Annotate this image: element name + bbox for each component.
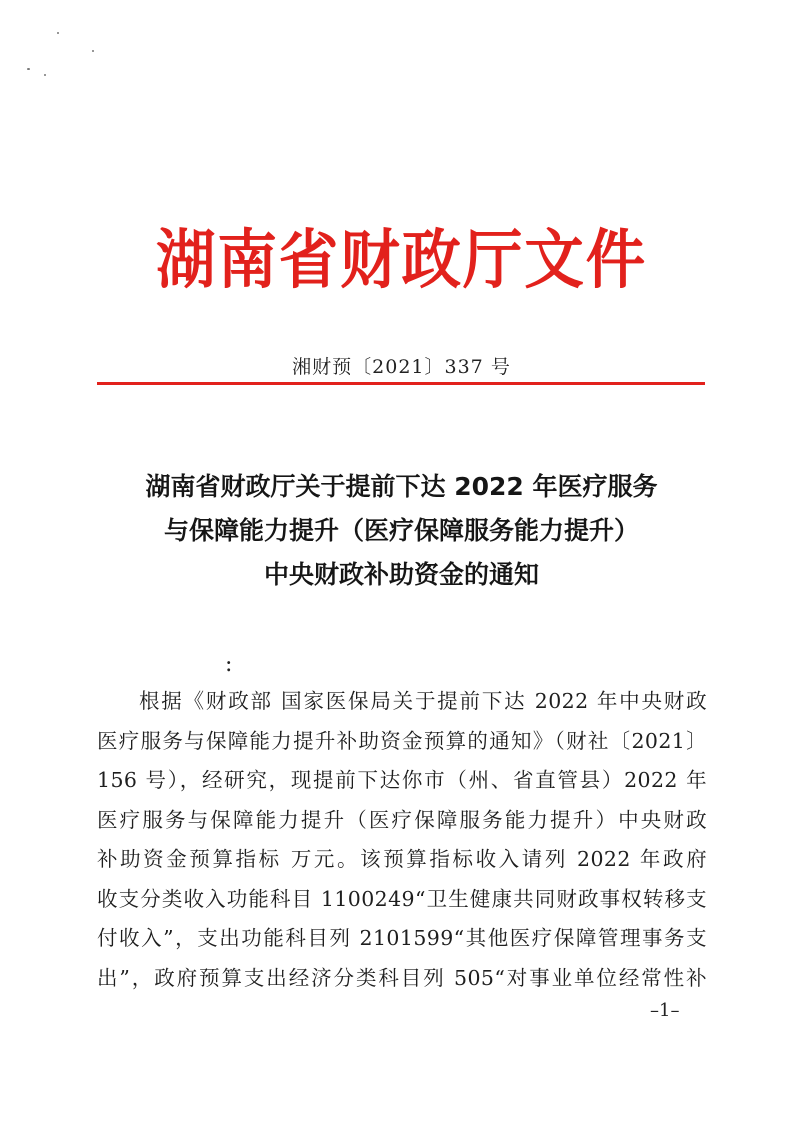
document-title	[60, 465, 743, 597]
red-divider-line	[97, 382, 705, 385]
scan-speck	[57, 32, 59, 34]
paragraph-line: 收支分类收入功能科目 1100249“卫生健康共同财政事权转移支	[97, 886, 707, 911]
scan-speck	[44, 74, 46, 76]
paragraph-line: 根据《财政部 国家医保局关于提前下达 2022 年中央财政	[139, 689, 707, 713]
paragraph-line: 补助资金预算指标 万元。该预算指标收入请列 2022 年政府	[97, 847, 707, 871]
body-paragraph	[97, 682, 707, 998]
document-number: 湘财预〔2021〕337 号	[292, 356, 511, 378]
title-line: 湖南省财政厅关于提前下达 2022 年医疗服务	[145, 472, 658, 501]
page-number: –1–	[650, 1000, 680, 1021]
paragraph-line: 医疗服务与保障能力提升补助资金预算的通知》（财社〔2021〕	[97, 728, 707, 753]
paragraph-line: 出”，政府预算支出经济分类科目列 505“对事业单位经常性补	[97, 965, 707, 990]
paragraph-line: 医疗服务与保障能力提升（医疗保障服务能力提升）中央财政	[97, 807, 707, 832]
title-line: 中央财政补助资金的通知	[263, 560, 539, 589]
paragraph-line: 付收入”，支出功能科目列 2101599“其他医疗保障管理事务支	[97, 926, 707, 950]
masthead-title: 湖南省财政厅文件	[155, 224, 648, 298]
paragraph-line: 156 号），经研究，现提前下达你市（州、省直管县）2022 年	[97, 768, 707, 792]
title-line: 与保障能力提升（医疗保障服务能力提升）	[163, 516, 639, 545]
scan-speck	[92, 50, 94, 52]
recipient-line: :	[225, 652, 233, 677]
scan-speck	[27, 68, 30, 70]
